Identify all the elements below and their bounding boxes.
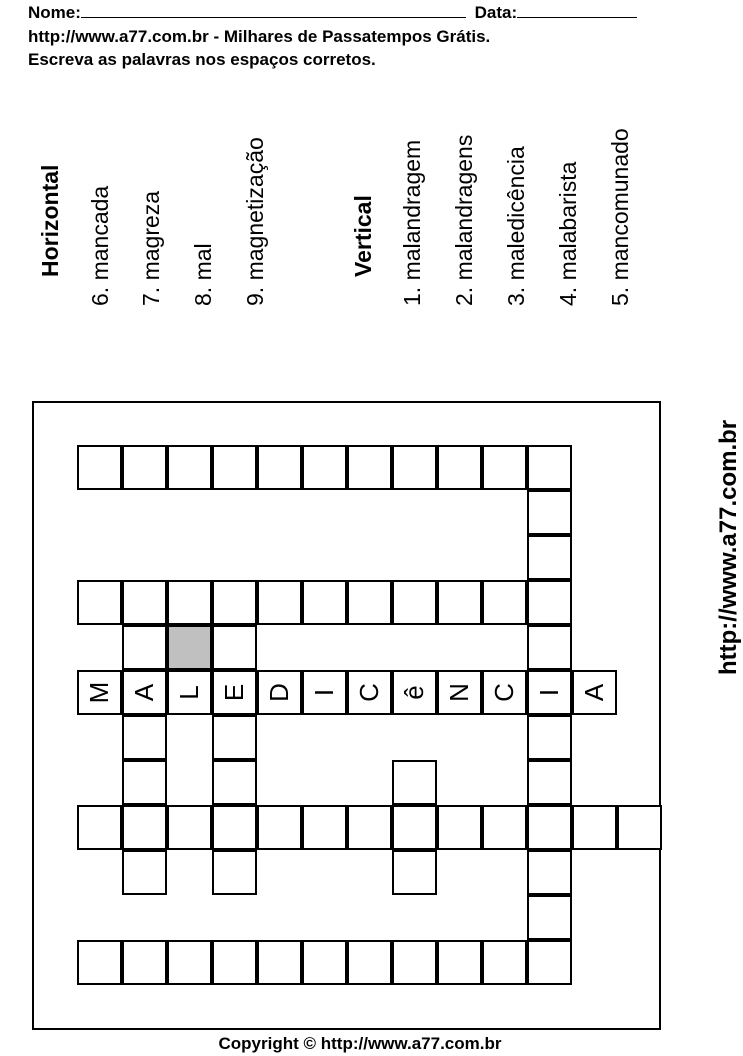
grid-cell[interactable] [437,805,482,850]
grid-cell[interactable] [257,670,302,715]
grid-cell[interactable] [527,625,572,670]
grid-cell[interactable] [122,625,167,670]
grid-cell[interactable] [527,760,572,805]
grid-cell[interactable] [347,445,392,490]
grid-cell[interactable] [527,940,572,985]
grid-cell[interactable] [527,670,572,715]
grid-cell[interactable] [392,580,437,625]
grid-cell[interactable] [572,805,617,850]
name-line[interactable] [28,3,637,23]
grid-cell[interactable] [482,805,527,850]
copyright: Copyright © http://www.a77.com.br [218,1034,502,1053]
grid-cell[interactable] [392,445,437,490]
grid-cell[interactable] [212,580,257,625]
side-url: http://www.a77.com.br [715,419,742,675]
grid-cell[interactable] [437,445,482,490]
grid-cell[interactable] [122,850,167,895]
cell-letter: N [444,683,474,702]
grid-cell[interactable] [392,670,437,715]
instructions: Escreva as palavras nos espaços corretos. [28,50,376,69]
cell-letter: L [174,685,204,700]
grid-cell[interactable] [347,940,392,985]
name-blank[interactable] [81,3,466,18]
horizontal-clue: 6. mancada [87,185,113,306]
grid-cell[interactable] [347,580,392,625]
cell-letter: D [264,683,294,702]
grid-cell[interactable] [212,940,257,985]
vertical-clue: 3. maledicência [503,146,529,306]
cell-letter: I [309,688,339,697]
vertical-clue: 1. malandragem [399,139,425,306]
grid-cell[interactable] [212,805,257,850]
grid-cell[interactable] [617,805,662,850]
grid-cell[interactable] [527,850,572,895]
horizontal-title: Horizontal [37,164,63,277]
grid-cell[interactable] [257,940,302,985]
grid-cell[interactable] [302,940,347,985]
grid-cell[interactable] [122,760,167,805]
grid-cell[interactable] [167,580,212,625]
grid-cell[interactable] [77,580,122,625]
name-label: Nome: [28,3,81,22]
grid-cell[interactable] [212,670,257,715]
grid-cell[interactable] [167,940,212,985]
grid-cell[interactable] [527,895,572,940]
grid-cell[interactable] [122,940,167,985]
grid-cell[interactable] [122,805,167,850]
grid-cell[interactable] [77,805,122,850]
grid-cell[interactable] [437,580,482,625]
cell-letter: C [354,683,384,702]
grid-cell[interactable] [77,940,122,985]
grid-cell[interactable] [482,580,527,625]
grid-cell[interactable] [527,715,572,760]
grid-cell[interactable] [77,670,122,715]
grid-cell[interactable] [212,715,257,760]
grid-cell[interactable] [212,850,257,895]
grid-cell[interactable] [212,760,257,805]
date-blank[interactable] [517,3,637,18]
cell-letter: E [219,683,249,702]
grid-cell[interactable] [122,580,167,625]
grid-cell[interactable] [392,850,437,895]
vertical-clue: 5. mancomunado [607,128,633,306]
grid-cell[interactable] [257,805,302,850]
grid-cell[interactable] [392,805,437,850]
grid-cell[interactable] [392,940,437,985]
cell-letter: ê [399,685,429,700]
grid-cell[interactable] [437,940,482,985]
cell-letter: I [534,688,564,697]
grid-cell[interactable] [482,445,527,490]
date-label: Data: [474,3,518,22]
grid-cell[interactable] [347,670,392,715]
grid-cell[interactable] [122,670,167,715]
grid-cell[interactable] [167,625,212,670]
grid-cell[interactable] [347,805,392,850]
vertical-clue: 4. malabarista [555,161,581,306]
cell-letter: A [579,683,609,702]
grid-cell[interactable] [527,580,572,625]
horizontal-clue: 7. magreza [138,190,164,306]
grid-cell[interactable] [437,670,482,715]
grid-cell[interactable] [167,670,212,715]
grid-cell[interactable] [122,445,167,490]
grid-cell[interactable] [167,445,212,490]
vertical-title: Vertical [350,195,376,277]
grid-cell[interactable] [122,715,167,760]
grid-cell[interactable] [302,805,347,850]
grid-cell[interactable] [482,940,527,985]
site-line: http://www.a77.com.br - Milhares de Passatempos Grátis. [28,27,491,46]
grid-cell[interactable] [527,490,572,535]
cell-letter: A [129,683,159,702]
cell-letter: C [489,683,519,702]
horizontal-clue: 9. magnetização [242,137,268,306]
grid-cell[interactable] [527,535,572,580]
grid-cell[interactable] [482,670,527,715]
grid-cell[interactable] [302,670,347,715]
grid-cell[interactable] [212,625,257,670]
grid-cell[interactable] [302,445,347,490]
grid-cell[interactable] [167,805,212,850]
grid-cell[interactable] [302,580,347,625]
grid-cell[interactable] [257,445,302,490]
cell-letter: M [84,681,114,704]
grid-cell[interactable] [257,580,302,625]
grid-cell[interactable] [392,760,437,805]
grid-cell[interactable] [527,805,572,850]
vertical-clue: 2. malandragens [451,134,477,306]
grid-cell[interactable] [572,670,617,715]
grid-cell[interactable] [77,445,122,490]
grid-cell[interactable] [527,445,572,490]
grid-cell[interactable] [212,445,257,490]
horizontal-clue: 8. mal [190,243,216,306]
